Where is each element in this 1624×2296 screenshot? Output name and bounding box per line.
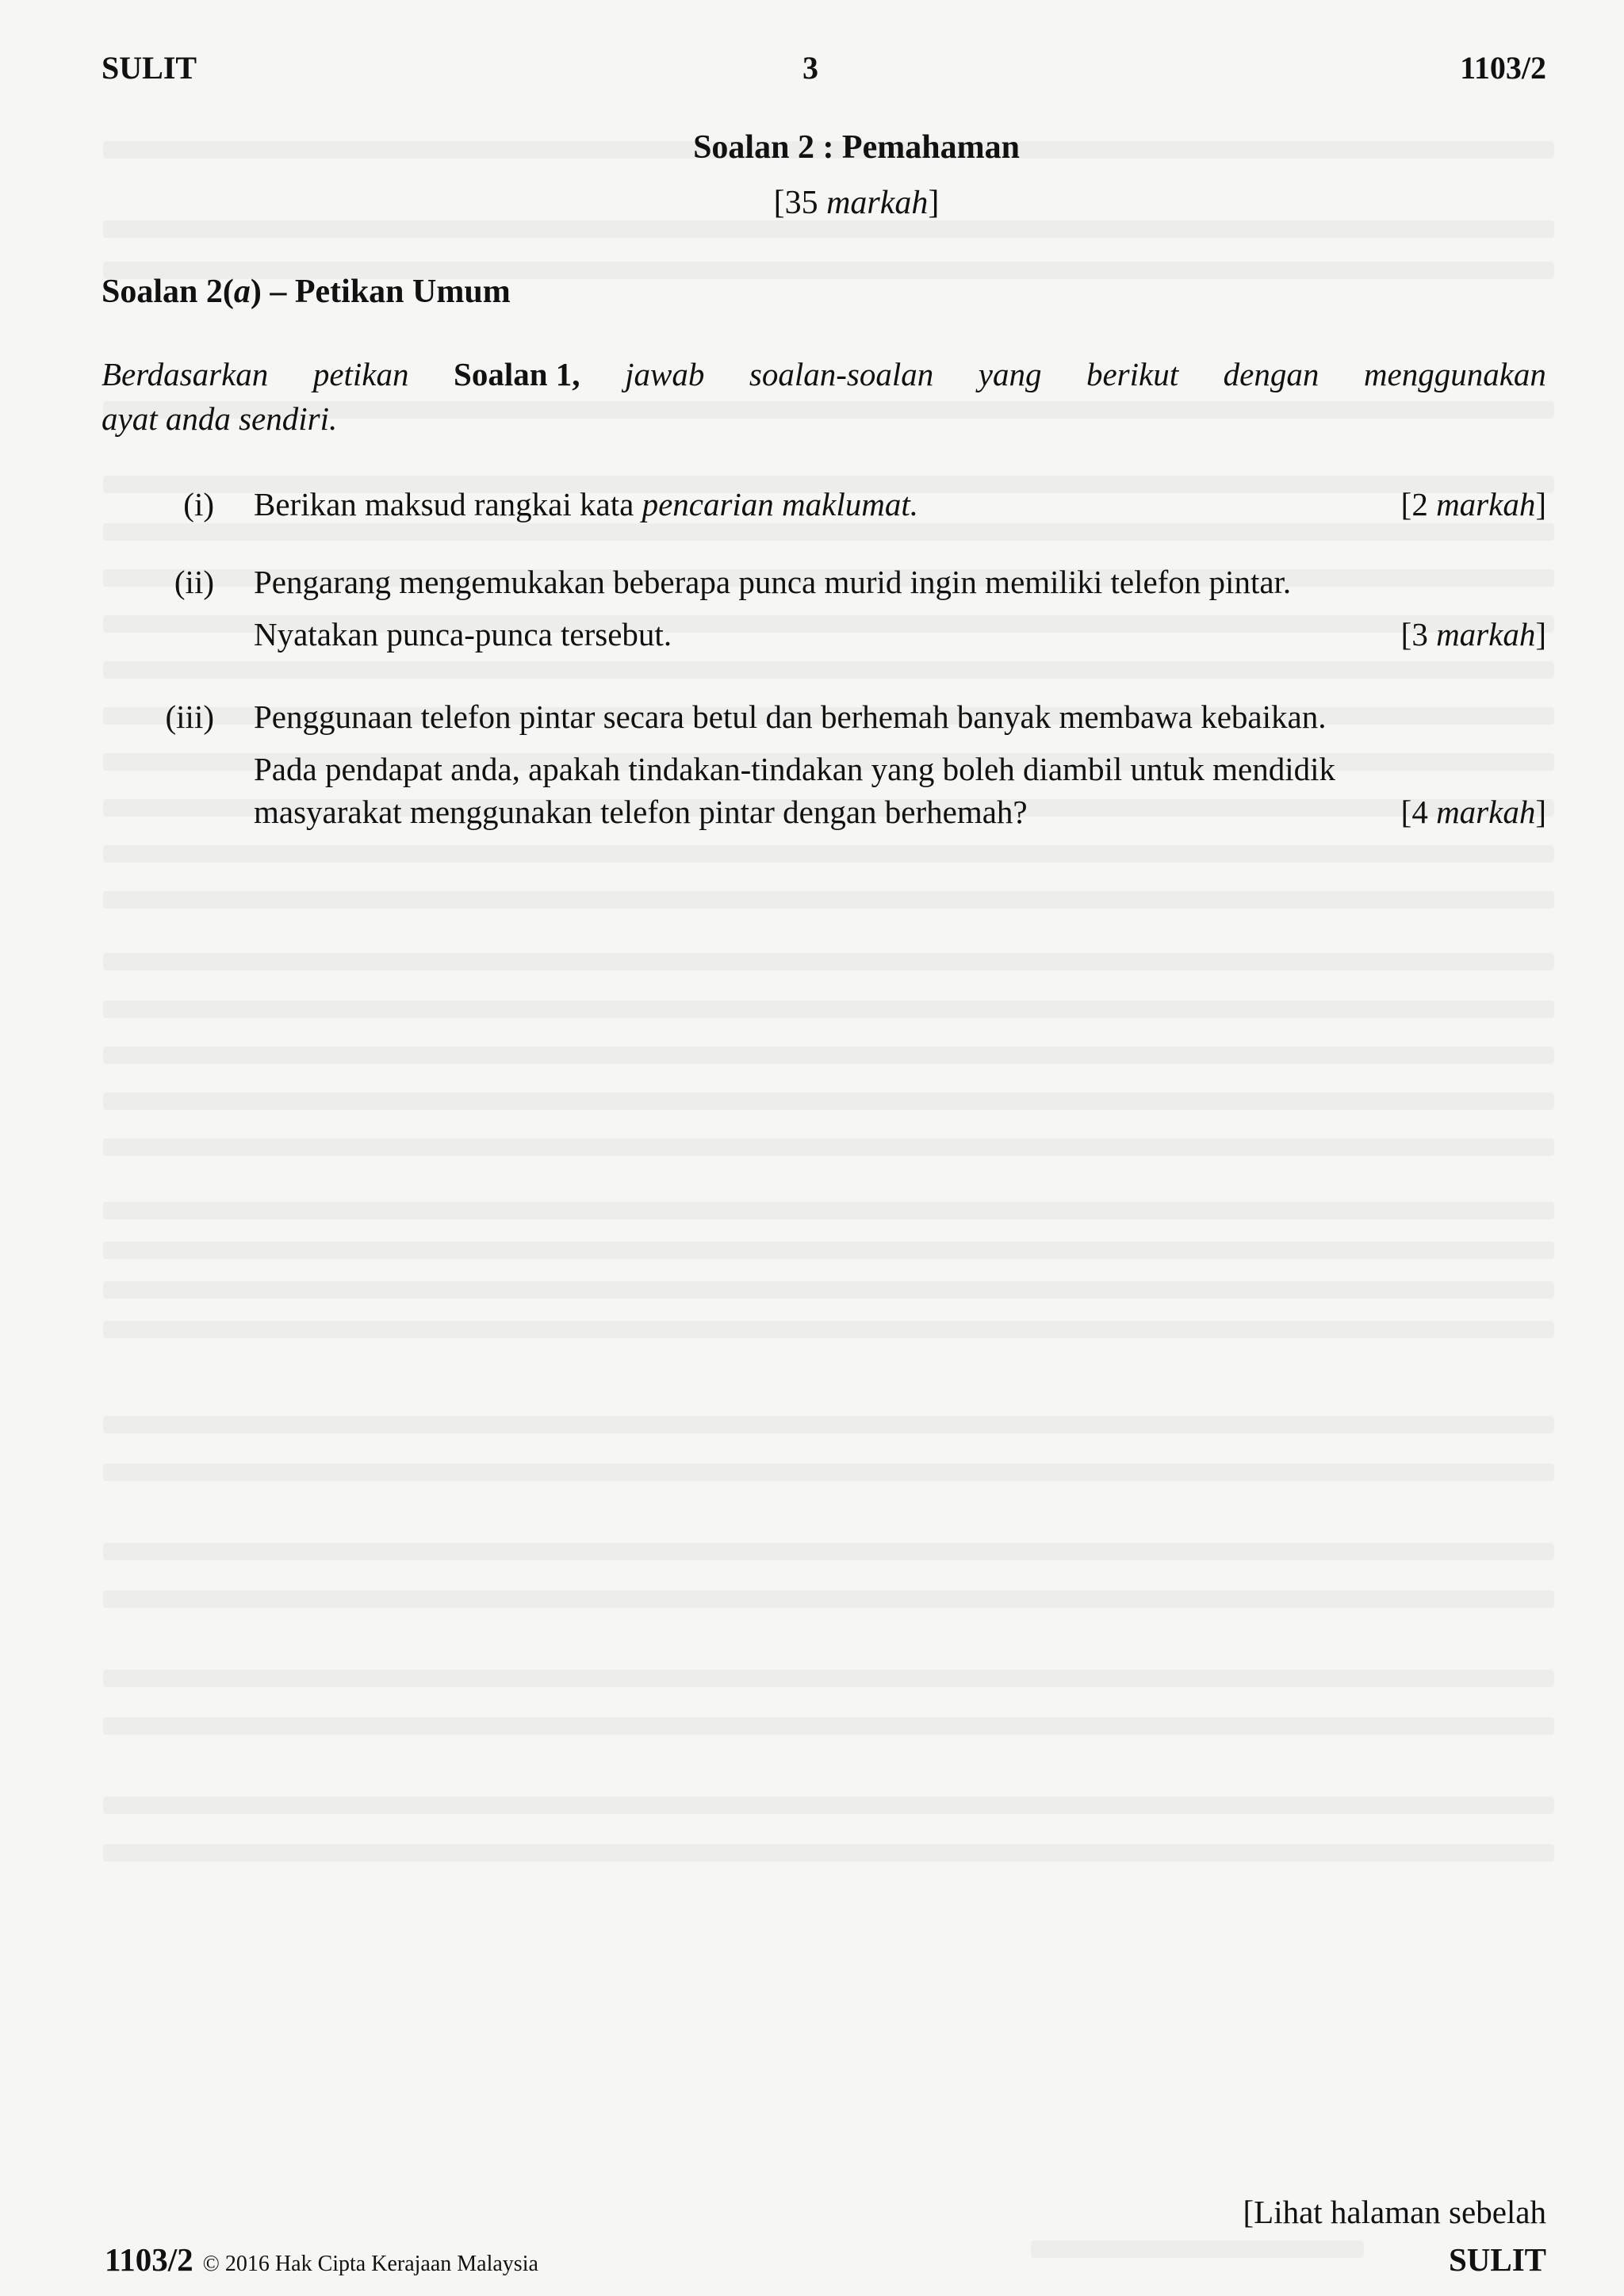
- question-number: (ii): [174, 564, 214, 600]
- subsection-title: Soalan 2(a) – Petikan Umum: [102, 274, 511, 310]
- question-number: (iii): [165, 698, 214, 735]
- section-marks: [35 markah]: [773, 185, 940, 221]
- question-text: Pengarang mengemukakan beberapa punca murid ingin memiliki telefon pintar.: [254, 564, 1292, 600]
- next-page-note: [Lihat halaman sebelah: [1243, 2194, 1546, 2230]
- question-text: Pada pendapat anda, apakah tindakan-tindakan yang boleh diambil untuk mendidik: [254, 751, 1335, 787]
- instruction-line-1: Berdasarkan petikan Soalan 1, jawab soalan-soalan yang berikut dengan menggunakan: [102, 356, 1546, 392]
- question-text: Penggunaan telefon pintar secara betul dan berhemah banyak membawa kebaikan.: [254, 698, 1327, 735]
- footer-copyright: 1103/2 © 2016 Hak Cipta Kerajaan Malaysia: [105, 2241, 538, 2278]
- footer-confidential-label: SULIT: [1448, 2241, 1546, 2278]
- page-number: 3: [802, 50, 818, 86]
- question-mark: [3 markah]: [1400, 616, 1546, 652]
- question-text: Nyatakan punca-punca tersebut.: [254, 616, 672, 652]
- paper-code: 1103/2: [1460, 50, 1546, 86]
- question-mark: [4 markah]: [1400, 794, 1546, 830]
- question-text: Berikan maksud rangkai kata pencarian maklumat.: [254, 486, 919, 522]
- question-mark: [2 markah]: [1400, 486, 1546, 522]
- instruction-line-2: ayat anda sendiri.: [102, 400, 338, 437]
- question-number: (i): [183, 486, 214, 522]
- question-text: masyarakat menggunakan telefon pintar dengan berhemah?: [254, 794, 1028, 830]
- section-title: Soalan 2 : Pemahaman: [693, 129, 1020, 166]
- header-confidential-label: SULIT: [102, 50, 197, 86]
